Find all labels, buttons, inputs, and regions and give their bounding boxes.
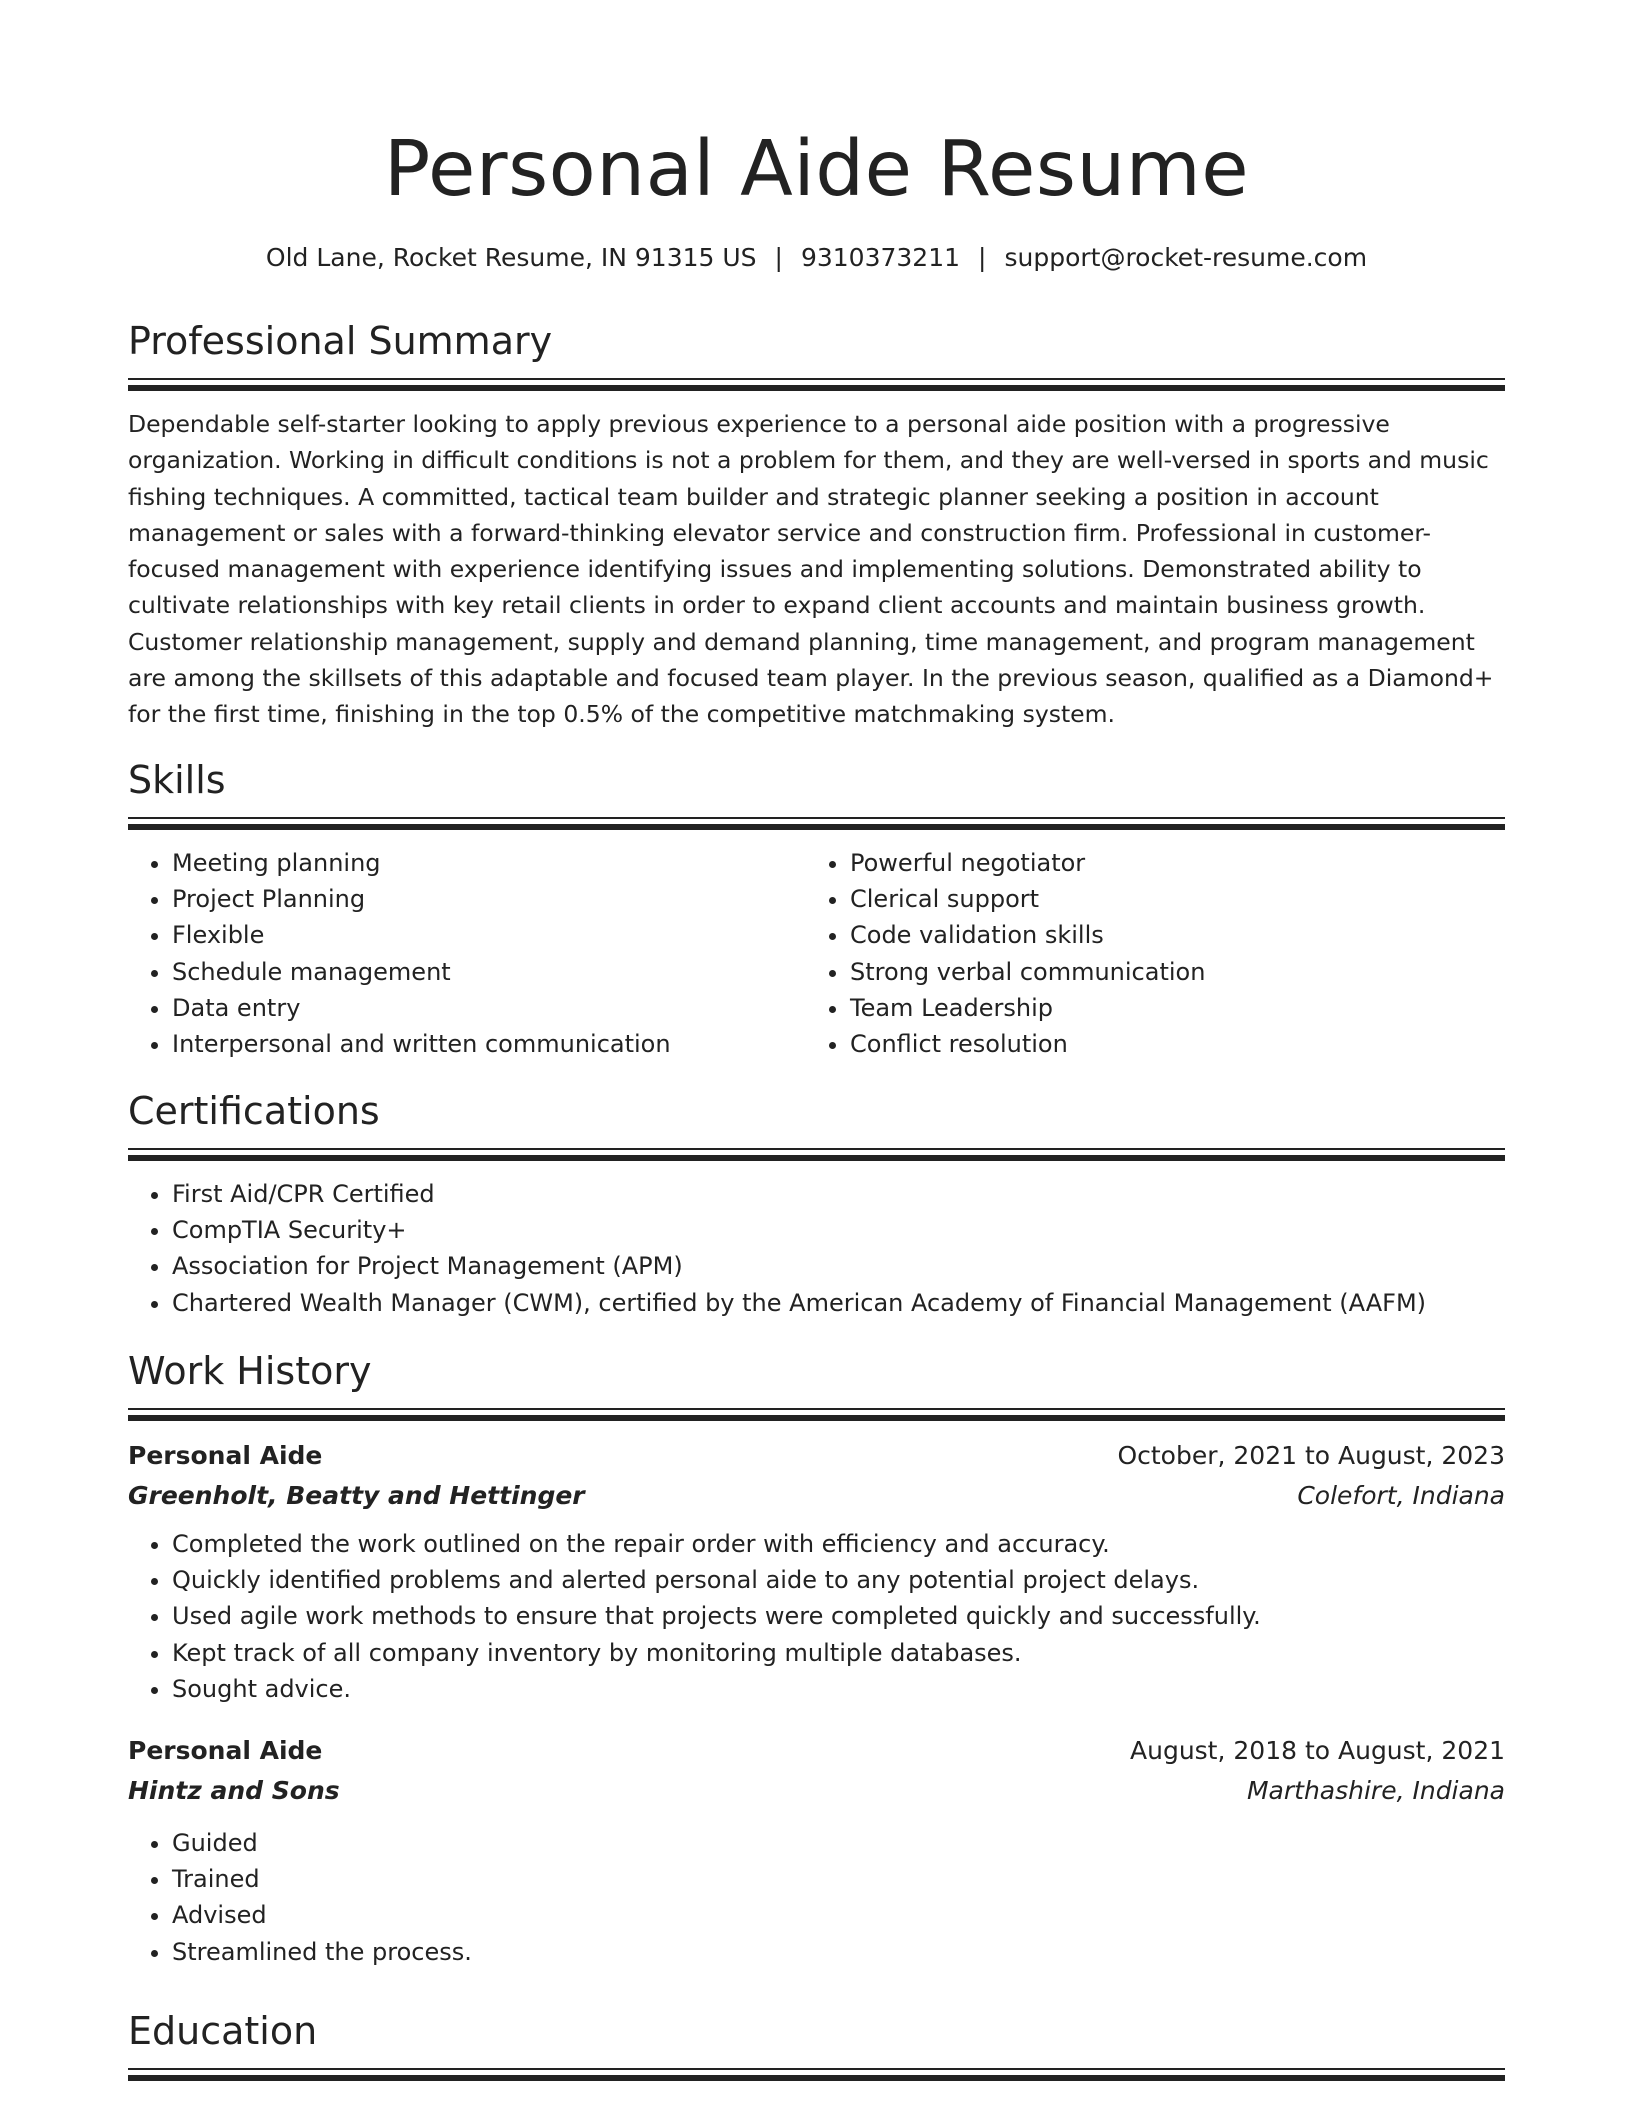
skill-item: • Clerical support [850,881,1484,917]
job-title: Personal Aide [128,1441,323,1470]
contact-email: support@rocket-resume.com [1004,243,1368,272]
job-entry [128,1731,1505,1970]
section-divider [128,1408,1505,1422]
job-company: Greenholt, Beatty and Hettinger [128,1481,585,1510]
job-bullets [128,1526,1505,1707]
job-location: Colefort, Indiana [1297,1481,1505,1510]
job-bullet: • Advised [172,1897,1505,1933]
skills-list-left [128,845,806,1062]
job-bullet: • Quickly identified problems and alerted personal aide to any potential project delays. [172,1562,1505,1598]
job-bullet: • Completed the work outlined on the repair order with efficiency and accuracy. [172,1526,1505,1562]
contact-phone: 9310373211 [800,243,961,272]
contact-separator: | [978,243,987,272]
certification-item: • Association for Project Management (APM) [172,1248,1505,1284]
section-divider [128,2068,1505,2082]
skill-item: • Project Planning [172,881,806,917]
job-bullet: • Used agile work methods to ensure that projects were completed quickly and successfully. [172,1598,1505,1634]
job-dates: August, 2018 to August, 2021 [1130,1736,1505,1766]
skill-item: • Data entry [172,990,806,1026]
work-history-heading: Work History [128,1349,372,1393]
section-divider [128,1148,1505,1162]
summary-heading: Professional Summary [128,319,553,363]
skill-item: • Strong verbal communication [850,954,1484,990]
skill-item: • Code validation skills [850,917,1484,953]
work-history-section [128,1348,1505,1970]
summary-text: Dependable self-starter looking to apply previous experience to a personal aide position with a progressive organization. Working in difficult conditions is not a problem for them, and they are well-versed in sports and music fishing techniques. A committed, tactical team builder and strategic planner seeking a position in account management or sales with a forward-thinking elevator service and construction firm. Professional in customer-focused management with experience identifying issues and implementing solutions. Demonstrated ability to cultivate relationships with key retail clients in order to expand client accounts and maintain business growth. Customer relationship management, supply and demand planning, time management, and program management are among the skillsets of this adaptable and focused team player. In the previous season, qualified as a Diamond+ for the first time, finishing in the top 0.5% of the competitive matchmaking system. [128,410,1494,729]
certification-item: • Chartered Wealth Manager (CWM), certified by the American Academy of Financial Management (AAFM) [172,1285,1505,1321]
job-bullet: • Streamlined the process. [172,1934,1505,1970]
job-bullet: • Guided [172,1825,1505,1861]
job-header [128,1731,1505,1771]
job-bullet: • Kept track of all company inventory by monitoring multiple databases. [172,1635,1505,1671]
contact-separator: | [774,243,783,272]
job-subheader [128,1476,1505,1516]
job-dates: October, 2021 to August, 2023 [1117,1441,1505,1470]
skills-list-right [806,845,1484,1062]
certifications-heading: Certifications [128,1089,380,1133]
certification-item: • CompTIA Security+ [172,1212,1505,1248]
skills-heading: Skills [128,758,226,802]
job-location: Marthashire, Indiana [1246,1776,1505,1806]
resume-page [128,0,1505,2053]
job-bullets [128,1825,1505,1970]
contact-address: Old Lane, Rocket Resume, IN 91315 US [265,243,757,272]
certifications-list [128,1176,1505,1321]
skill-item: • Interpersonal and written communication [172,1026,806,1062]
contact-line [128,242,1505,274]
job-subheader [128,1771,1505,1811]
job-title: Personal Aide [128,1736,323,1766]
certification-item: • First Aid/CPR Certified [172,1176,1505,1212]
skills-section [128,757,1505,1062]
education-section [128,2008,1505,2082]
skill-item: • Conflict resolution [850,1026,1484,1062]
skill-item: • Team Leadership [850,990,1484,1026]
job-entry [128,1436,1505,1707]
job-company: Hintz and Sons [128,1776,340,1806]
job-bullet: • Sought advice. [172,1671,1505,1707]
resume-title: Personal Aide Resume [383,125,1250,214]
job-bullet: • Trained [172,1861,1505,1897]
skill-item: • Schedule management [172,954,806,990]
certifications-section [128,1088,1505,1321]
section-divider [128,817,1505,831]
skills-grid [128,831,1505,1062]
skill-item: • Flexible [172,917,806,953]
education-heading: Education [128,2009,318,2053]
section-divider [128,378,1505,392]
skill-item: • Meeting planning [172,845,806,881]
skill-item: • Powerful negotiator [850,845,1484,881]
summary-section [128,318,1505,756]
job-header [128,1436,1505,1476]
